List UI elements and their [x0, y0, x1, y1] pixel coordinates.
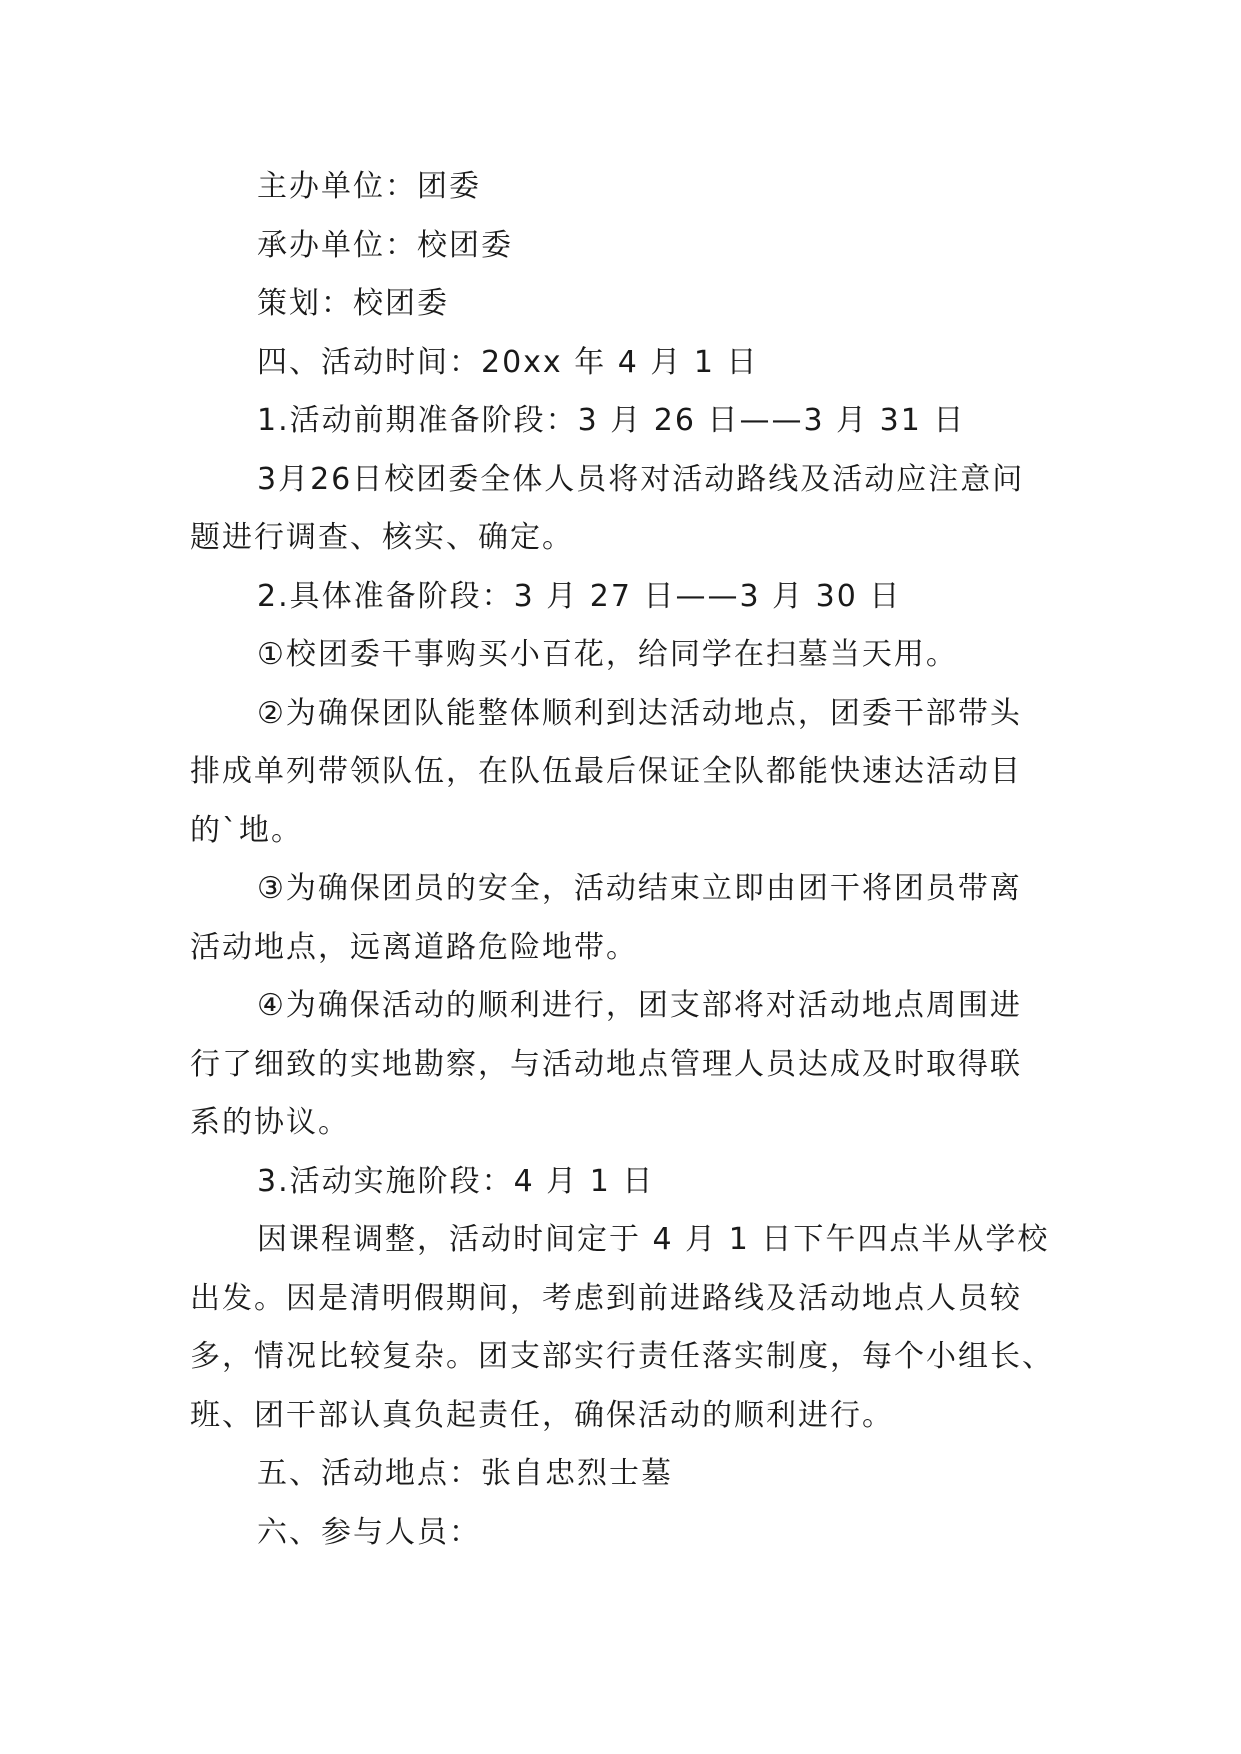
text-line: 主办单位：团委 — [257, 169, 481, 204]
text-line: 策划：校团委 — [257, 286, 449, 321]
text-line: 班、团干部认真负起责任，确保活动的顺利进行。 — [190, 1397, 894, 1433]
heading-phase-2 — [190, 568, 1050, 627]
paragraph-planner — [190, 275, 1050, 334]
heading-section-5-location — [190, 1445, 1050, 1504]
paragraph-phase-1-detail — [190, 451, 1050, 568]
text-line: 六、参与人员： — [257, 1514, 481, 1550]
text-line: 活动地点，远离道路危险地带。 — [190, 929, 638, 965]
paragraph-co-organizer — [190, 217, 1050, 276]
text-line: ④为确保活动的顺利进行，团支部将对活动地点周围进 — [257, 988, 1022, 1023]
text-line: ②为确保团队能整体顺利到达活动地点，团委干部带头 — [257, 695, 1022, 731]
list-item-2 — [190, 685, 1050, 861]
text-line: ③为确保团员的安全，活动结束立即由团干将团员带离 — [257, 871, 1022, 906]
list-item-3 — [190, 860, 1050, 977]
heading-section-4-time — [190, 334, 1050, 393]
text-line: 2.具体准备阶段：3 月 27 日——3 月 30 日 — [257, 578, 902, 614]
text-line: 1.活动前期准备阶段：3 月 26 日——3 月 31 日 — [257, 403, 966, 438]
heading-phase-3 — [190, 1153, 1050, 1212]
text-line: 四、活动时间：20xx 年 4 月 1 日 — [257, 344, 759, 380]
paragraph-organizer — [190, 158, 1050, 217]
text-line: 多，情况比较复杂。团支部实行责任落实制度，每个小组长、 — [190, 1339, 1054, 1374]
text-line: 排成单列带领队伍，在队伍最后保证全队都能快速达活动目 — [190, 754, 1022, 789]
text-line: 的`地。 — [190, 812, 303, 848]
document-body — [190, 158, 1054, 1562]
heading-section-6-participants — [190, 1504, 1050, 1563]
text-line: ①校团委干事购买小百花，给同学在扫墓当天用。 — [257, 637, 958, 672]
text-line: 因课程调整，活动时间定于 4 月 1 日下午四点半从学校 — [257, 1222, 1050, 1257]
text-line: 3月26日校团委全体人员将对活动路线及活动应注意问 — [257, 461, 1025, 497]
text-line: 3.活动实施阶段：4 月 1 日 — [257, 1163, 655, 1199]
text-line: 承办单位：校团委 — [257, 227, 513, 263]
list-item-4 — [190, 977, 1050, 1153]
text-line: 出发。因是清明假期间，考虑到前进路线及活动地点人员较 — [190, 1280, 1022, 1316]
heading-phase-1 — [190, 392, 1050, 451]
text-line: 五、活动地点：张自忠烈士墓 — [257, 1456, 673, 1491]
paragraph-phase-3-detail — [190, 1211, 1054, 1445]
list-item-1 — [190, 626, 1050, 685]
text-line: 行了细致的实地勘察，与活动地点管理人员达成及时取得联 — [190, 1046, 1022, 1082]
text-line: 题进行调查、核实、确定。 — [190, 520, 574, 555]
text-line: 系的协议。 — [190, 1105, 350, 1140]
